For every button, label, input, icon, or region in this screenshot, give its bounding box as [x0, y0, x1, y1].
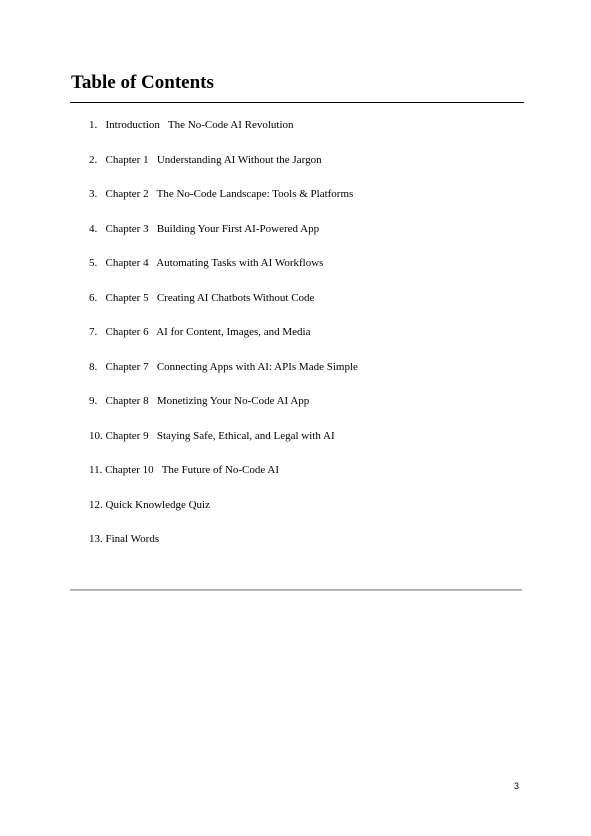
toc-item-chapter-9: 10. Chapter 9 Staying Safe, Ethical, and Legal with AI [89, 429, 335, 442]
section-divider [70, 589, 522, 591]
toc-item-introduction: 1. Introduction The No-Code AI Revolution [89, 119, 294, 131]
toc-item-chapter-5: 6. Chapter 5 Creating AI Chatbots Without Code [89, 291, 315, 304]
toc-item-quiz: 12. Quick Knowledge Quiz [89, 498, 210, 511]
toc-item-final-words: 13. Final Words [89, 533, 160, 545]
toc-item-chapter-8: 9. Chapter 8 Monetizing Your No-Code AI App [89, 395, 310, 407]
toc-item-chapter-2: 3. Chapter 2 The No-Code Landscape: Tools & Platforms [89, 188, 354, 200]
toc-item-chapter-10: 11. Chapter 10 The Future of No-Code AI [89, 464, 280, 476]
toc-item-chapter-6: 7. Chapter 6 AI for Content, Images, and Media [89, 326, 311, 338]
toc-list [89, 117, 358, 566]
page-number: 3 [514, 781, 520, 791]
toc-item-chapter-3: 4. Chapter 3 Building Your First AI-Powered App [89, 222, 320, 235]
toc-item-chapter-4: 5. Chapter 4 Automating Tasks with AI Workflows [89, 257, 324, 269]
toc-item-chapter-7: 8. Chapter 7 Connecting Apps with AI: APIs Made Simple [89, 360, 358, 373]
title-divider [70, 102, 524, 103]
toc-item-chapter-1: 2. Chapter 1 Understanding AI Without the Jargon [89, 153, 322, 166]
page-title: Table of Contents [71, 72, 214, 93]
